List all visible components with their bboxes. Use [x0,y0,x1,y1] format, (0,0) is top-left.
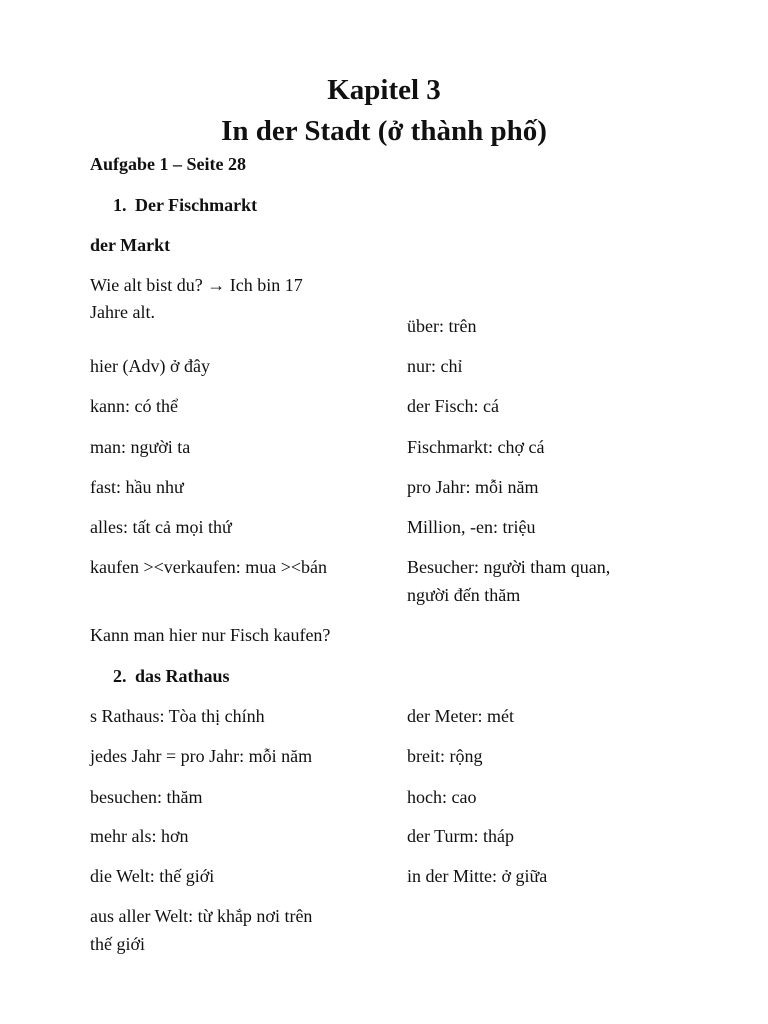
question-sentence: Kann man hier nur Fisch kaufen? [90,625,331,645]
vocab-right-item: in der Mitte: ở giữa [407,866,548,886]
section-1-heading [113,192,257,218]
example-sentence-line-1: Wie alt bist du? → Ich bin 17 [90,275,303,295]
section-2-number: 2. [113,666,127,686]
vocab-besucher-line-1: Besucher: người tham quan, [407,557,611,577]
vocab-left-item: fast: hầu như [90,477,184,497]
example-sentence-line-2: Jahre alt. [90,302,155,322]
vocab-right-item: der Turm: tháp [407,826,515,846]
vocab-right-item: der Meter: mét [407,706,514,726]
task-heading: Aufgabe 1 – Seite 28 [90,154,246,174]
vocab-besucher-line-2: người đến thăm [407,585,521,605]
vocab-left-item: kaufen ><verkaufen: mua ><bán [90,557,328,577]
vocab-left-item: die Welt: thế giới [90,866,215,886]
vocab-right-item: breit: rộng [407,746,483,766]
vocab-left-item: s Rathaus: Tòa thị chính [90,706,265,726]
vocab-left-item: besuchen: thăm [90,787,203,807]
vocab-right-item: der Fisch: cá [407,396,499,416]
chapter-subtitle: In der Stadt (ở thành phố) [221,115,547,147]
vocab-left-item: alles: tất cả mọi thứ [90,517,232,537]
vocab-right-item: Fischmarkt: chợ cá [407,437,545,457]
section-2-heading [113,663,230,689]
section-1-title: Der Fischmarkt [135,195,258,215]
vocab-left-item: hier (Adv) ở đây [90,356,210,376]
vocab-aus-line-1: aus aller Welt: từ khắp nơi trên [90,906,313,926]
vocab-aus-line-2: thế giới [90,934,146,954]
chapter-title: Kapitel 3 [327,74,441,106]
vocab-right-item: pro Jahr: mỗi năm [407,477,539,497]
vocab-right-item: hoch: cao [407,787,477,807]
vocab-left-item: jedes Jahr = pro Jahr: mỗi năm [90,746,313,766]
section-2-title: das Rathaus [135,666,230,686]
vocab-right-item: über: trên [407,316,477,336]
vocab-left-item: kann: có thể [90,396,178,416]
vocab-left-item: mehr als: hơn [90,826,189,846]
vocab-left-item: man: người ta [90,437,191,457]
vocab-word-markt: der Markt [90,235,171,255]
vocab-right-item: nur: chỉ [407,356,463,376]
section-1-number: 1. [113,195,127,215]
vocab-right-item: Million, -en: triệu [407,517,536,537]
